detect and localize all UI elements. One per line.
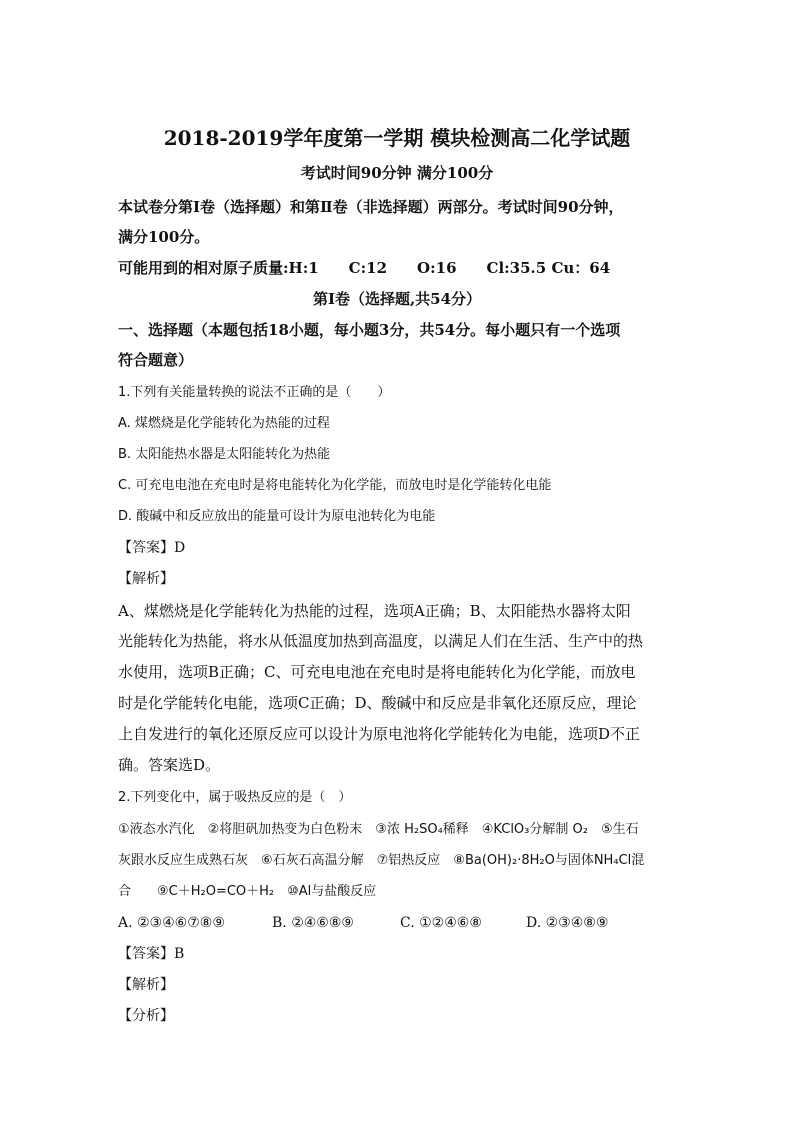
q1-analysis-line-3: 水使用，选项B正确；C、可充电电池在充电时是将电能转化为化学能，而放电 <box>118 663 636 681</box>
q2-stem: 2.下列变化中，属于吸热反应的是（ ） <box>118 790 352 805</box>
q2-breakdown-label: 【分析】 <box>118 1008 174 1024</box>
intro-line-2: 满分100分。 <box>118 228 210 246</box>
exam-duration: 考试时间90分钟 满分100分 <box>300 164 494 182</box>
section-instruction-2: 符合题意） <box>118 351 194 369</box>
q2-option-a: A. ②③④⑥⑦⑧⑨ <box>118 915 225 931</box>
q1-answer: 【答案】D <box>118 540 186 556</box>
q1-option-b: B. 太阳能热水器是太阳能转化为热能 <box>118 447 331 462</box>
q2-option-d: D. ②③④⑧⑨ <box>526 915 609 931</box>
atomic-masses: 可能用到的相对原子质量:H:1 C:12 O:16 Cl:35.5 Cu：64 <box>118 259 611 277</box>
q2-items-line-2: 灰跟水反应生成熟石灰 ⑥石灰石高温分解 ⑦铝热反应 ⑧Ba(OH)₂·8H₂O与固体NH₄Cl混 <box>118 853 645 868</box>
q1-analysis-line-1: A、煤燃烧是化学能转化为热能的过程，选项A正确；B、太阳能热水器将太阳 <box>118 602 631 620</box>
q1-analysis-label: 【解析】 <box>118 571 174 587</box>
q1-analysis-line-6: 确。答案选D。 <box>118 756 221 774</box>
section-heading: 第Ⅰ卷（选择题,共54分） <box>312 290 482 308</box>
q2-option-c: C. ①②④⑥⑧ <box>400 915 482 931</box>
q1-option-d: D. 酸碱中和反应放出的能量可设计为原电池转化为电能 <box>118 509 436 524</box>
q2-items-line-3: 合 ⑨C＋H₂O=CO＋H₂ ⑩Al与盐酸反应 <box>118 884 377 899</box>
q1-option-c: C. 可充电电池在充电时是将电能转化为化学能，而放电时是化学能转化电能 <box>118 478 552 493</box>
q2-answer: 【答案】B <box>118 946 185 962</box>
q1-analysis-line-2: 光能转化为热能，将水从低温度加热到高温度，以满足人们在生活、生产中的热 <box>118 632 644 650</box>
page-title: 2018-2019学年度第一学期 模块检测高二化学试题 <box>163 126 631 150</box>
q1-analysis-line-4: 时是化学能转化电能，选项C正确；D、酸碱中和反应是非氧化还原反应，理论 <box>118 694 637 712</box>
q2-analysis-label: 【解析】 <box>118 977 174 993</box>
section-instruction-1: 一、选择题（本题包括18小题，每小题3分，共54分。每小题只有一个选项 <box>118 321 621 339</box>
q2-option-b: B. ②④⑥⑧⑨ <box>272 915 354 931</box>
q1-option-a: A. 煤燃烧是化学能转化为热能的过程 <box>118 416 330 431</box>
q1-stem: 1.下列有关能量转换的说法不正确的是（ ） <box>118 385 391 400</box>
q1-analysis-line-5: 上自发进行的氧化还原反应可以设计为原电池将化学能转化为电能，选项D不正 <box>118 725 641 743</box>
q2-items-line-1: ①液态水汽化 ②将胆矾加热变为白色粉末 ③浓 H₂SO₄稀释 ④KClO₃分解制 O₂ ⑤生石 <box>118 822 639 837</box>
intro-line-1: 本试卷分第Ⅰ卷（选择题）和第Ⅱ卷（非选择题）两部分。考试时间90分钟， <box>118 198 624 216</box>
